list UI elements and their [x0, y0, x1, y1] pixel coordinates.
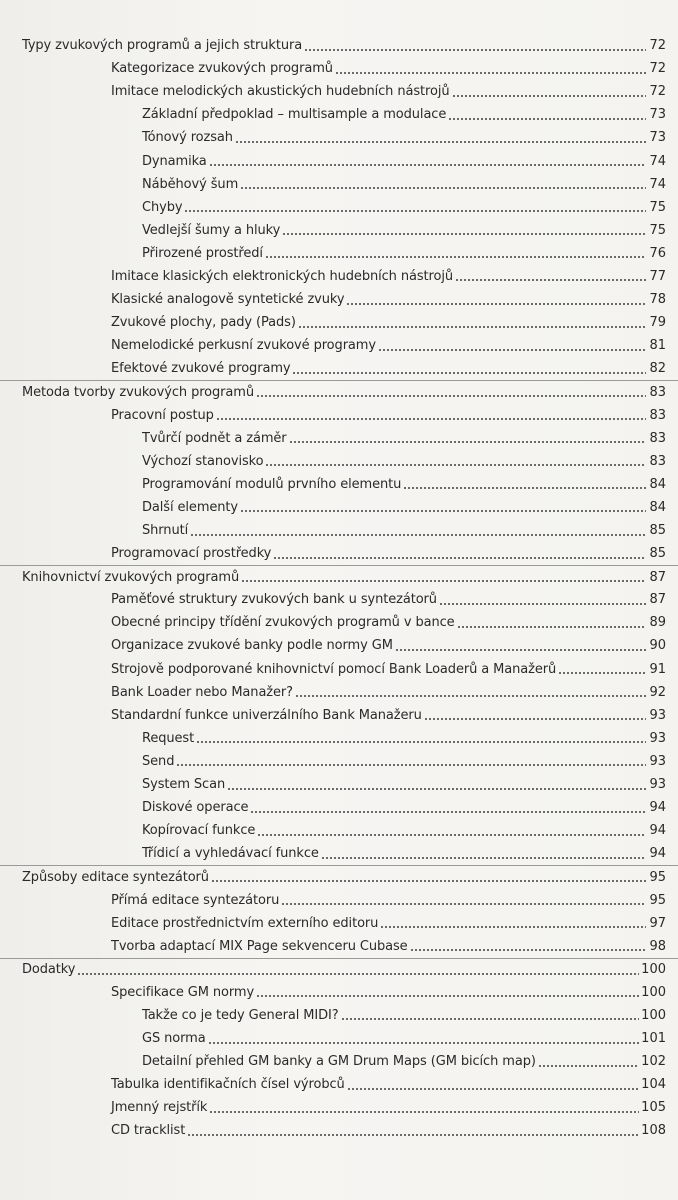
- toc-page-number: 100: [641, 984, 666, 1000]
- dot-leader: [281, 894, 646, 906]
- toc-page-number: 100: [641, 1007, 666, 1023]
- toc-page-number: 105: [641, 1100, 666, 1116]
- toc-section-row: [0, 935, 678, 958]
- toc-entry-title: GS norma: [142, 1031, 206, 1047]
- toc-page-number: 75: [649, 199, 666, 215]
- toc-page-number: 76: [649, 245, 666, 261]
- toc-page-number: 77: [649, 268, 666, 284]
- dot-leader: [257, 825, 646, 837]
- toc-page-number: 93: [649, 777, 666, 793]
- toc-entry-title: Editace prostřednictvím externího editoru: [111, 915, 379, 931]
- dot-leader: [209, 1102, 639, 1114]
- toc-page-number: 92: [649, 684, 666, 700]
- toc-page-number: 72: [649, 84, 666, 100]
- dot-leader: [341, 1009, 640, 1021]
- toc-entry-title: Imitace melodických akustických hudebních nástrojů: [111, 84, 450, 100]
- toc-section-row: [0, 404, 678, 427]
- toc-page-number: 85: [649, 546, 666, 562]
- dot-leader: [448, 109, 646, 121]
- toc-entry-title: Bank Loader nebo Manažer?: [111, 684, 293, 700]
- toc-page-number: 73: [649, 107, 666, 123]
- toc-page-number: 93: [649, 730, 666, 746]
- toc-page-number: 93: [649, 707, 666, 723]
- toc-chapter-row: [0, 865, 678, 888]
- toc-page-number: 89: [649, 615, 666, 631]
- toc-section-row: [0, 1096, 678, 1119]
- dot-leader: [176, 755, 646, 767]
- dot-leader: [211, 871, 646, 883]
- toc-entry-title: Další elementy: [142, 499, 239, 515]
- toc-entry-title: System Scan: [142, 777, 226, 793]
- dot-leader: [295, 686, 646, 698]
- dot-leader: [347, 1079, 640, 1091]
- toc-page-number: 82: [649, 361, 666, 377]
- toc-entry-title: Tvorba adaptací MIX Page sekvenceru Cubase: [111, 938, 408, 954]
- dot-leader: [240, 501, 646, 513]
- dot-leader: [241, 571, 646, 583]
- toc-page-number: 87: [649, 569, 666, 585]
- dot-leader: [216, 409, 646, 421]
- toc-page-number: 74: [649, 153, 666, 169]
- toc-section-row: [0, 542, 678, 565]
- toc-page-number: 81: [649, 338, 666, 354]
- toc-section-row: [0, 57, 678, 80]
- toc-page-number: 95: [649, 869, 666, 885]
- toc-entry-title: Organizace zvukové banky podle normy GM: [111, 638, 393, 654]
- toc-entry-title: CD tracklist: [111, 1123, 186, 1139]
- toc-section-row: [0, 265, 678, 288]
- toc-entry-title: Knihovnictví zvukových programů: [22, 569, 240, 585]
- toc-entry-title: Způsoby editace syntezátorů: [22, 869, 209, 885]
- toc-subsection-row: [0, 519, 678, 542]
- toc-entry-title: Pracovní postup: [111, 407, 214, 423]
- toc-page-number: 97: [649, 915, 666, 931]
- toc-section-row: [0, 288, 678, 311]
- toc-section-row: [0, 681, 678, 704]
- toc-page-number: 72: [649, 38, 666, 54]
- toc-page-number: 85: [649, 523, 666, 539]
- toc-section-row: [0, 981, 678, 1004]
- toc-page-number: 79: [649, 315, 666, 331]
- toc-chapter-row: [0, 380, 678, 403]
- dot-leader: [558, 663, 646, 675]
- toc-section-row: [0, 334, 678, 357]
- toc-page-number: 91: [649, 661, 666, 677]
- dot-leader: [321, 848, 646, 860]
- toc-entry-title: Náběhový šum: [142, 176, 239, 192]
- toc-page-number: 100: [641, 962, 666, 978]
- toc-entry-title: Kopírovací funkce: [142, 823, 256, 839]
- dot-leader: [335, 63, 646, 75]
- toc-section-row: [0, 588, 678, 611]
- dot-leader: [292, 363, 646, 375]
- toc-page-number: 75: [649, 222, 666, 238]
- toc-page-number: 73: [649, 130, 666, 146]
- toc-entry-title: Chyby: [142, 199, 183, 215]
- toc-entry-title: Programování modulů prvního elementu: [142, 476, 402, 492]
- dot-leader: [538, 1056, 639, 1068]
- toc-entry-title: Tabulka identifikačních čísel výrobců: [111, 1077, 345, 1093]
- toc-entry-title: Dynamika: [142, 153, 207, 169]
- toc-subsection-row: [0, 1004, 678, 1027]
- toc-entry-title: Send: [142, 753, 175, 769]
- toc-chapter-row: [0, 34, 678, 57]
- toc-entry-title: Tvůrčí podnět a záměr: [142, 430, 287, 446]
- toc-page-number: 83: [649, 384, 666, 400]
- toc-subsection-row: [0, 219, 678, 242]
- dot-leader: [289, 432, 646, 444]
- toc-entry-title: Vedlejší šumy a hluky: [142, 222, 281, 238]
- toc-subsection-row: [0, 103, 678, 126]
- toc-page-number: 87: [649, 592, 666, 608]
- toc-entry-title: Tónový rozsah: [142, 130, 233, 146]
- toc-page-number: 98: [649, 938, 666, 954]
- toc-subsection-row: [0, 450, 678, 473]
- toc-section-row: [0, 80, 678, 103]
- toc-page-number: 74: [649, 176, 666, 192]
- toc-subsection-row: [0, 173, 678, 196]
- dot-leader: [378, 340, 646, 352]
- dot-leader: [196, 732, 646, 744]
- toc-section-row: [0, 1119, 678, 1142]
- toc-entry-title: Diskové operace: [142, 800, 249, 816]
- toc-subsection-row: [0, 842, 678, 865]
- dot-leader: [240, 178, 646, 190]
- toc-entry-title: Přímá editace syntezátoru: [111, 892, 280, 908]
- dot-leader: [256, 986, 639, 998]
- toc-page-number: 94: [649, 846, 666, 862]
- toc-subsection-row: [0, 196, 678, 219]
- toc-page-number: 90: [649, 638, 666, 654]
- toc-section-row: [0, 912, 678, 935]
- toc-subsection-row: [0, 473, 678, 496]
- toc-section-row: [0, 888, 678, 911]
- toc-chapter-row: [0, 958, 678, 981]
- dot-leader: [209, 155, 646, 167]
- toc-page-number: 93: [649, 753, 666, 769]
- toc-subsection-row: [0, 149, 678, 172]
- toc-entry-title: Přirozené prostředí: [142, 245, 263, 261]
- toc-entry-title: Takže co je tedy General MIDI?: [142, 1007, 339, 1023]
- toc-entry-title: Kategorizace zvukových programů: [111, 61, 333, 77]
- toc-page-number: 102: [641, 1054, 666, 1070]
- toc-entry-title: Dodatky: [22, 962, 76, 978]
- dot-leader: [424, 709, 646, 721]
- toc-subsection-row: [0, 496, 678, 519]
- toc-entry-title: Imitace klasických elektronických hudebních nástrojů: [111, 268, 453, 284]
- toc-chapter-row: [0, 565, 678, 588]
- toc-subsection-row: [0, 1027, 678, 1050]
- toc-entry-title: Zvukové plochy, pady (Pads): [111, 315, 296, 331]
- toc-entry-title: Nemelodické perkusní zvukové programy: [111, 338, 376, 354]
- toc-entry-title: Metoda tvorby zvukových programů: [22, 384, 254, 400]
- toc-page-number: 83: [649, 407, 666, 423]
- toc-page-number: 83: [649, 453, 666, 469]
- toc-section-row: [0, 311, 678, 334]
- dot-leader: [77, 964, 639, 976]
- toc-entry-title: Detailní přehled GM banky a GM Drum Maps (GM bicích map): [142, 1054, 536, 1070]
- toc-subsection-row: [0, 1050, 678, 1073]
- toc-entry-title: Request: [142, 730, 195, 746]
- toc-entry-title: Standardní funkce univerzálního Bank Manažeru: [111, 707, 422, 723]
- toc-section-row: [0, 357, 678, 380]
- dot-leader: [190, 525, 646, 537]
- dot-leader: [298, 317, 646, 329]
- toc-subsection-row: [0, 773, 678, 796]
- dot-leader: [304, 40, 646, 52]
- dot-leader: [380, 917, 646, 929]
- toc-section-row: [0, 634, 678, 657]
- toc-entry-title: Strojově podporované knihovnictví pomocí Bank Loaderů a Manažerů: [111, 661, 557, 677]
- toc-entry-title: Základní předpoklad – multisample a modulace: [142, 107, 447, 123]
- toc-page-number: 84: [649, 499, 666, 515]
- dot-leader: [235, 132, 646, 144]
- toc-page-number: 108: [641, 1123, 666, 1139]
- toc-subsection-row: [0, 727, 678, 750]
- toc-entry-title: Typy zvukových programů a jejich struktura: [22, 38, 303, 54]
- dot-leader: [346, 294, 646, 306]
- toc-subsection-row: [0, 427, 678, 450]
- toc-entry-title: Specifikace GM normy: [111, 984, 255, 1000]
- toc-page-number: 95: [649, 892, 666, 908]
- table-of-contents: [0, 34, 678, 1143]
- dot-leader: [265, 247, 646, 259]
- dot-leader: [395, 640, 646, 652]
- toc-section-row: [0, 1073, 678, 1096]
- toc-subsection-row: [0, 242, 678, 265]
- toc-section-row: [0, 704, 678, 727]
- toc-page-number: 83: [649, 430, 666, 446]
- dot-leader: [452, 86, 647, 98]
- dot-leader: [250, 802, 646, 814]
- dot-leader: [282, 224, 646, 236]
- toc-page-number: 84: [649, 476, 666, 492]
- toc-page-number: 78: [649, 292, 666, 308]
- toc-entry-title: Výchozí stanovisko: [142, 453, 264, 469]
- dot-leader: [227, 779, 646, 791]
- dot-leader: [457, 617, 646, 629]
- toc-entry-title: Programovací prostředky: [111, 546, 272, 562]
- toc-subsection-row: [0, 796, 678, 819]
- dot-leader: [187, 1125, 639, 1137]
- toc-entry-title: Třídicí a vyhledávací funkce: [142, 846, 319, 862]
- dot-leader: [410, 940, 646, 952]
- toc-section-row: [0, 611, 678, 634]
- dot-leader: [184, 201, 646, 213]
- dot-leader: [403, 478, 646, 490]
- toc-page-number: 94: [649, 800, 666, 816]
- toc-entry-title: Paměťové struktury zvukových bank u syntezátorů: [111, 592, 437, 608]
- toc-entry-title: Jmenný rejstřík: [111, 1100, 208, 1116]
- toc-subsection-row: [0, 750, 678, 773]
- dot-leader: [256, 386, 646, 398]
- dot-leader: [455, 270, 646, 282]
- toc-entry-title: Shrnutí: [142, 523, 189, 539]
- toc-section-row: [0, 658, 678, 681]
- toc-subsection-row: [0, 819, 678, 842]
- dot-leader: [208, 1033, 640, 1045]
- toc-page-number: 72: [649, 61, 666, 77]
- toc-page-number: 104: [641, 1077, 666, 1093]
- dot-leader: [273, 548, 646, 560]
- toc-entry-title: Efektové zvukové programy: [111, 361, 291, 377]
- dot-leader: [265, 455, 646, 467]
- toc-entry-title: Obecné principy třídění zvukových programů v bance: [111, 615, 455, 631]
- toc-page-number: 101: [641, 1031, 666, 1047]
- dot-leader: [439, 594, 646, 606]
- toc-entry-title: Klasické analogově syntetické zvuky: [111, 292, 345, 308]
- toc-page-number: 94: [649, 823, 666, 839]
- toc-subsection-row: [0, 126, 678, 149]
